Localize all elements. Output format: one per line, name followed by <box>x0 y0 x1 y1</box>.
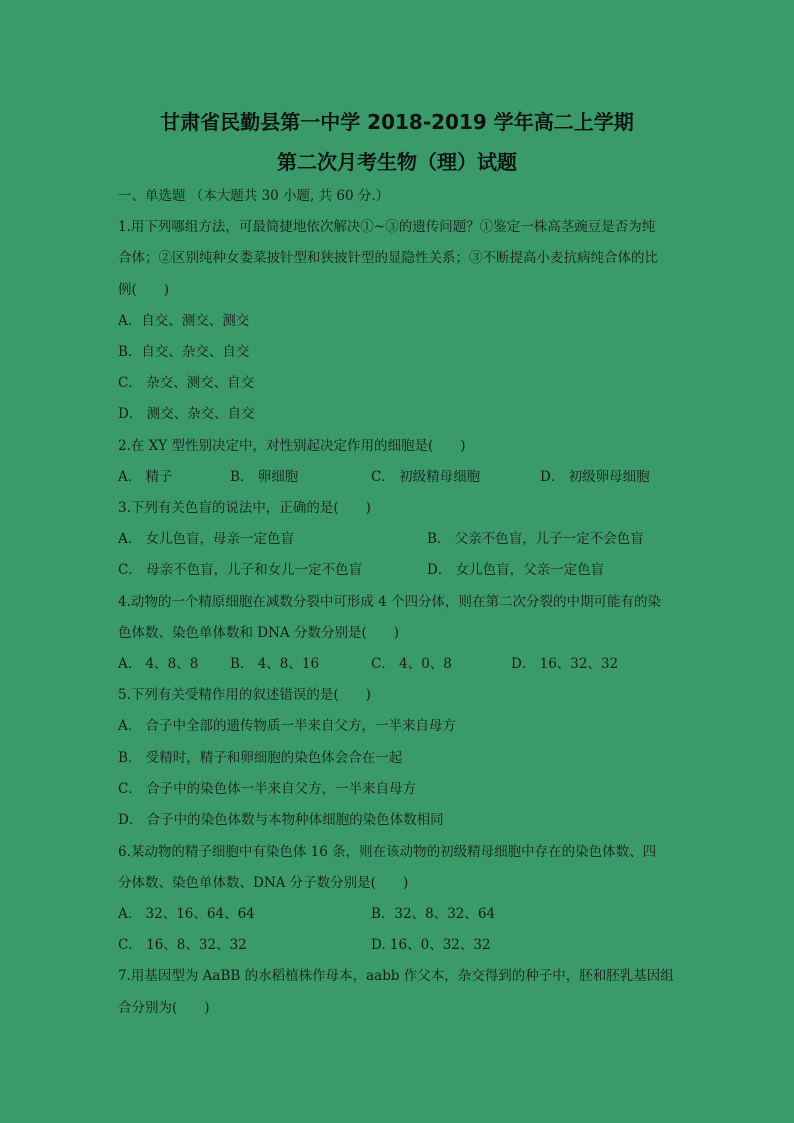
q1-option-c: C． 杂交、测交、自交 <box>118 375 255 391</box>
q7-stem-line-1: 7.用基因型为 AaBB 的水稻植株作母本，aabb 作父本，杂交得到的种子中，胚和胚乳基因组 <box>118 968 674 984</box>
q6-option-b: B．32、8、32、64 <box>371 906 496 922</box>
q6-stem-line-1: 6.某动物的精子细胞中有染色体 16 条，则在该动物的初级精母细胞中存在的染色体数、四 <box>118 844 657 860</box>
q4-option-a: A． 4、8、8 <box>118 656 199 672</box>
q4-option-d: D． 16、32、32 <box>511 656 619 672</box>
q6-option-d: D. 16、0、32、32 <box>371 937 491 953</box>
q1-stem-line-3: 例( ) <box>118 282 170 298</box>
title-line-1: 甘肃省民勤县第一中学 2018-2019 学年高二上学期 <box>160 110 634 134</box>
q5-option-d: D． 合子中的染色体数与本物种体细胞的染色体数相同 <box>118 812 444 828</box>
q3-option-b: B． 父亲不色盲，儿子一定不会色盲 <box>427 531 644 547</box>
q2-option-b: B． 卵细胞 <box>230 469 299 485</box>
q5-option-b: B． 受精时，精子和卵细胞的染色体会合在一起 <box>118 750 403 766</box>
q4-option-b: B． 4、8、16 <box>230 656 320 672</box>
q4-stem-line-2: 色体数、染色单体数和 DNA 分数分别是( ) <box>118 625 400 641</box>
q5-stem: 5.下列有关受精作用的叙述错误的是( ) <box>118 687 371 703</box>
title-line-2: 第二次月考生物（理）试题 <box>277 150 517 174</box>
q2-option-d: D． 初级卵母细胞 <box>540 469 650 485</box>
q5-option-c: C． 合子中的染色体一半来自父方，一半来自母方 <box>118 781 417 797</box>
q4-option-c: C． 4、0、8 <box>371 656 452 672</box>
q2-option-c: C． 初级精母细胞 <box>371 469 481 485</box>
q3-option-c: C． 母亲不色盲，儿子和女儿一定不色盲 <box>118 562 363 578</box>
q6-option-c: C． 16、8、32、32 <box>118 937 247 953</box>
section-heading: 一、单选题 （本大题共 30 小题, 共 60 分.） <box>118 188 390 204</box>
q1-option-a: A．自交、测交、测交 <box>118 313 250 329</box>
q3-option-d: D． 女儿色盲，父亲一定色盲 <box>427 562 605 578</box>
q2-option-a: A． 精子 <box>118 469 173 485</box>
q6-stem-line-2: 分体数、染色单体数、DNA 分子数分别是( ) <box>118 875 409 891</box>
q3-option-a: A． 女儿色盲，母亲一定色盲 <box>118 531 295 547</box>
q1-option-b: B．自交、杂交、自交 <box>118 344 250 360</box>
q6-option-a: A． 32、16、64、64 <box>118 906 255 922</box>
q1-stem-line-1: 1.用下列哪组方法，可最简捷地依次解决①~③的遗传问题？①鉴定一株高茎豌豆是否为纯 <box>118 219 656 235</box>
q5-option-a: A． 合子中全部的遗传物质一半来自父方，一半来自母方 <box>118 718 457 734</box>
q3-stem: 3.下列有关色盲的说法中，正确的是( ) <box>118 500 371 516</box>
q1-stem-line-2: 合体；②区别纯种女娄菜披针型和狭披针型的显隐性关系；③不断提高小麦抗病纯合体的比 <box>118 250 658 266</box>
q7-stem-line-2: 合分别为( ) <box>118 1000 210 1016</box>
q2-stem: 2.在 XY 型性别决定中，对性别起决定作用的细胞是( ) <box>118 438 466 454</box>
q1-option-d: D． 测交、杂交、自交 <box>118 406 255 422</box>
q4-stem-line-1: 4.动物的一个精原细胞在减数分裂中可形成 4 个四分体，则在第二次分裂的中期可能有的染 <box>118 594 662 610</box>
